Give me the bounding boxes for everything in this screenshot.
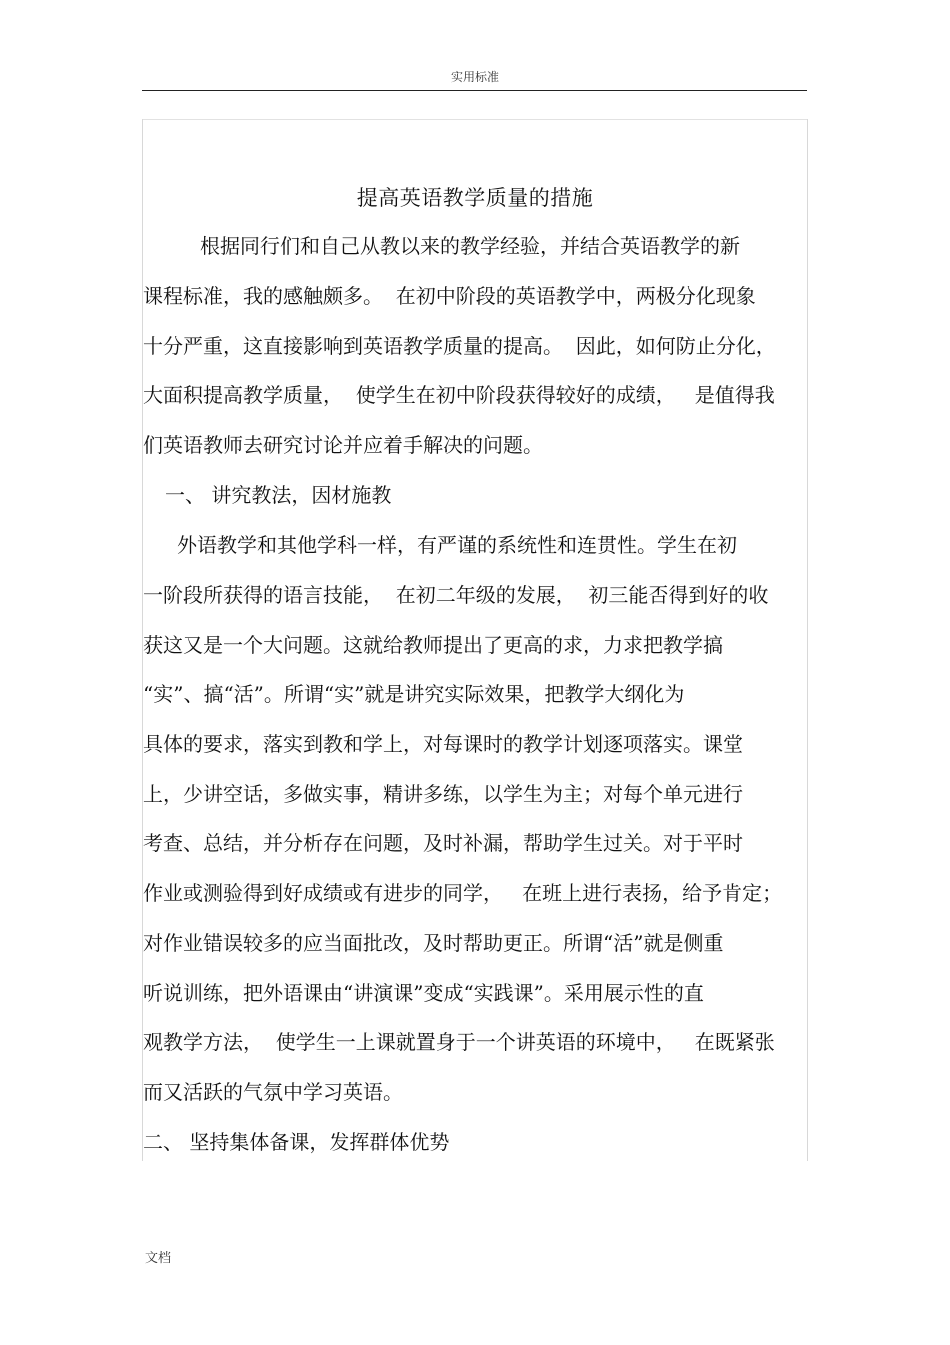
- section-heading-2: 二、 坚持集体备课，发挥群体优势: [143, 1130, 450, 1154]
- content-frame-right: [807, 119, 808, 1161]
- paragraph-line: 作业或测验得到好成绩或有进步的同学， 在班上进行表扬，给予肯定；: [143, 881, 783, 905]
- paragraph-line: 听说训练，把外语课由“讲演课”变成“实践课”。采用展示性的直: [143, 981, 704, 1005]
- paragraph-line: 观教学方法， 使学生一上课就置身于一个讲英语的环境中， 在既紧张: [143, 1030, 775, 1054]
- paragraph-line: 而又活跃的气氛中学习英语。: [143, 1080, 403, 1104]
- paragraph-line: 外语教学和其他学科一样，有严谨的系统性和连贯性。学生在初: [177, 533, 737, 557]
- page-footer: 文档: [145, 1251, 172, 1266]
- paragraph-line: 获这又是一个大问题。这就给教师提出了更高的求，力求把教学搞: [143, 633, 723, 657]
- paragraph-line: 上，少讲空话，多做实事，精讲多练，以学生为主；对每个单元进行: [143, 782, 743, 806]
- paragraph-line: 考查、总结，并分析存在问题，及时补漏，帮助学生过关。对于平时: [143, 831, 743, 855]
- paragraph-line: “实”、搞“活”。所谓“实”就是讲究实际效果，把教学大纲化为: [143, 682, 685, 706]
- document-title: 提高英语教学质量的措施: [356, 186, 594, 210]
- paragraph-line: 根据同行们和自己从教以来的教学经验，并结合英语教学的新: [200, 234, 740, 258]
- paragraph-line: 大面积提高教学质量， 使学生在初中阶段获得较好的成绩， 是值得我: [143, 383, 775, 407]
- paragraph-line: 课程标准，我的感触颇多。 在初中阶段的英语教学中，两极分化现象: [143, 284, 756, 308]
- header-text: 实用标准: [450, 70, 499, 84]
- paragraph-line: 一阶段所获得的语言技能， 在初二年级的发展， 初三能否得到好的收: [143, 583, 769, 607]
- paragraph-line: 十分严重，这直接影响到英语教学质量的提高。 因此，如何防止分化，: [143, 334, 776, 358]
- section-heading-1: 一、 讲究教法，因材施教: [165, 483, 392, 507]
- paragraph-line: 对作业错误较多的应当面批改，及时帮助更正。所谓“活”就是侧重: [143, 931, 724, 955]
- paragraph-line: 们英语教师去研究讨论并应着手解决的问题。: [143, 433, 543, 457]
- header-rule: [142, 90, 807, 91]
- content-frame-top: [142, 119, 807, 120]
- paragraph-line: 具体的要求，落实到教和学上，对每课时的教学计划逐项落实。课堂: [143, 732, 743, 756]
